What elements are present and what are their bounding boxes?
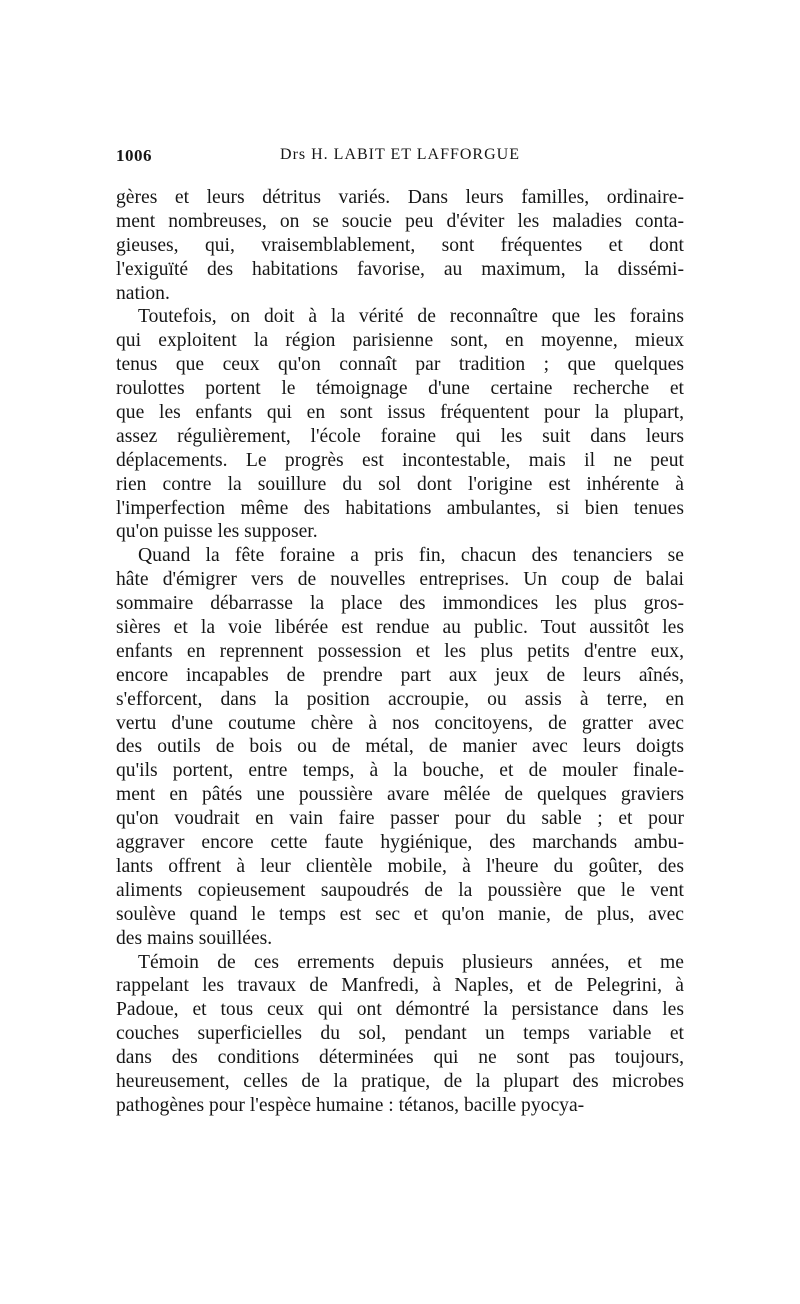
text-line: rappelant les travaux de Manfredi, à Naples, et de Pelegrini, à	[116, 975, 684, 997]
text-line: Quand la fête foraine a pris fin, chacun des tenanciers se	[138, 545, 684, 567]
paragraph	[116, 544, 684, 950]
text-line: qu'on voudrait en vain faire passer pour du sable ; et pour	[116, 808, 684, 830]
text-line: des outils de bois ou de métal, de manier avec leurs doigts	[116, 736, 684, 758]
text-line: Toutefois, on doit à la vérité de reconnaître que les forains	[138, 306, 684, 328]
text-line: Témoin de ces errements depuis plusieurs années, et me	[138, 951, 684, 973]
text-line: que les enfants qui en sont issus fréquentent pour la plupart,	[116, 402, 684, 424]
paragraph	[116, 305, 684, 544]
text-line: soulève quand le temps est sec et qu'on manie, de plus, avec	[116, 903, 684, 925]
text-line: gieuses, qui, vraisemblablement, sont fréquentes et dont	[116, 234, 684, 256]
text-line: sommaire débarrasse la place des immondices les plus gros-	[116, 593, 684, 615]
text-line: heureusement, celles de la pratique, de la plupart des microbes	[116, 1070, 684, 1092]
text-line: roulottes portent le témoignage d'une certaine recherche et	[116, 378, 684, 400]
paragraph	[116, 951, 684, 1118]
text-line: aggraver encore cette faute hygiénique, des marchands ambu-	[116, 832, 684, 854]
text-line: qui exploitent la région parisienne sont, en moyenne, mieux	[116, 330, 684, 352]
page-number: 1006	[116, 146, 152, 165]
page-header	[116, 146, 684, 170]
text-line: nation.	[116, 282, 170, 304]
text-line: gères et leurs détritus variés. Dans leurs familles, ordinaire-	[116, 187, 684, 208]
paragraph	[116, 186, 684, 305]
text-line: assez régulièrement, l'école foraine qui les suit dans leurs	[116, 425, 684, 447]
text-line: sières et la voie libérée est rendue au public. Tout aussitôt les	[116, 617, 684, 639]
text-line: ment nombreuses, on se soucie peu d'éviter les maladies conta-	[116, 210, 684, 232]
text-line: pathogènes pour l'espèce humaine : tétanos, bacille pyocya-	[116, 1094, 585, 1116]
text-line: couches superficielles du sol, pendant un temps variable et	[116, 1023, 684, 1045]
text-line: rien contre la souillure du sol dont l'origine est inhérente à	[116, 473, 684, 495]
text-line: vertu d'une coutume chère à nos concitoyens, de gratter avec	[116, 712, 684, 734]
text-line: encore incapables de prendre part aux jeux de leurs aînés,	[116, 664, 684, 686]
text-line: Padoue, et tous ceux qui ont démontré la persistance dans les	[116, 999, 684, 1021]
text-line: des mains souillées.	[116, 927, 273, 949]
text-line: s'efforcent, dans la position accroupie, ou assis à terre, en	[116, 688, 684, 710]
text-line: enfants en reprennent possession et les plus petits d'entre eux,	[116, 640, 684, 662]
body-text	[116, 186, 684, 1118]
text-line: dans des conditions déterminées qui ne sont pas toujours,	[116, 1047, 684, 1069]
text-line: l'imperfection même des habitations ambulantes, si bien tenues	[116, 497, 684, 519]
text-line: qu'ils portent, entre temps, à la bouche, et de mouler finale-	[116, 760, 684, 782]
text-line: qu'on puisse les supposer.	[116, 521, 318, 543]
text-line: tenus que ceux qu'on connaît par tradition ; que quelques	[116, 354, 684, 376]
text-line: l'exiguïté des habitations favorise, au maximum, la dissémi-	[116, 258, 684, 280]
running-title: Drs H. LABIT ET LAFFORGUE	[280, 146, 520, 163]
text-line: lants offrent à leur clientèle mobile, à l'heure du goûter, des	[116, 855, 684, 877]
text-line: aliments copieusement saupoudrés de la poussière que le vent	[116, 879, 684, 901]
text-line: hâte d'émigrer vers de nouvelles entreprises. Un coup de balai	[116, 569, 684, 591]
text-line: déplacements. Le progrès est incontestable, mais il ne peut	[116, 449, 684, 471]
text-line: ment en pâtés une poussière avare mêlée de quelques graviers	[116, 784, 684, 806]
